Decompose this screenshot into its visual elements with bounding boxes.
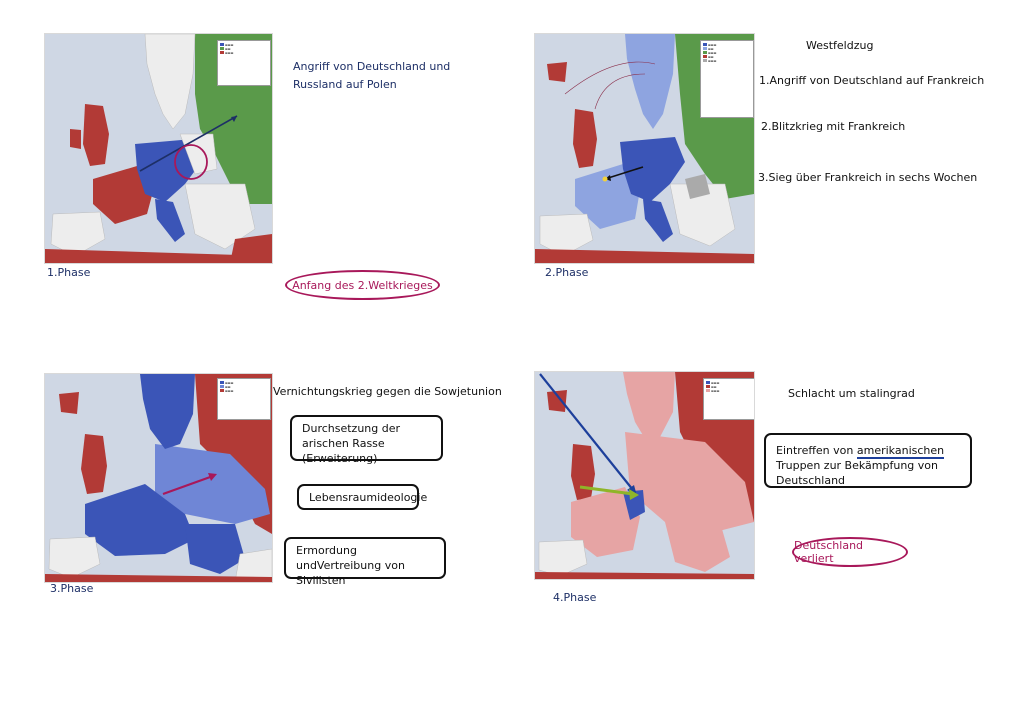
map-legend: ▬▬▬ ▬▬ ▬▬▬ — [217, 378, 271, 420]
map-legend: ▬▬▬ ▬▬ ▬▬▬ ▬▬ ▬▬▬ — [700, 40, 754, 118]
phase-2-title: Westfeldzug — [806, 39, 874, 52]
phase-1-description: Angriff von Deutschland und Russland auf Polen — [293, 60, 451, 91]
phase-2-point-3: 3.Sieg über Frankreich in sechs Wochen — [758, 171, 978, 184]
phase-3-box-2 — [297, 484, 428, 510]
phase-3-box-1-text: Durchsetzung der arischen Rasse (Erweiterung) — [302, 422, 401, 465]
phase-3-title: Vernichtungskrieg gegen die Sowjetunion — [273, 385, 502, 398]
map-phase-1 — [44, 33, 273, 264]
map-legend: ▬▬▬ ▬▬ ▬▬▬ — [703, 378, 755, 420]
phase-1-highlight — [285, 270, 440, 300]
phase-4-box-underlined: amerikanischen — [856, 444, 945, 457]
phase-1-label: 1.Phase — [47, 266, 91, 279]
map-phase-3 — [44, 373, 273, 583]
phase-4-title: Schlacht um stalingrad — [788, 387, 915, 400]
phase-4-box-prefix: Eintreffen von — [776, 444, 857, 457]
phase-3-box-3-text: Ermordung undVertreibung von Sivilisten — [296, 544, 405, 587]
phase-4-box-suffix: Truppen zur Bekämpfung von Deutschland — [776, 459, 938, 487]
phase-2-point-1: 1.Angriff von Deutschland auf Frankreich — [759, 74, 985, 87]
phase-4-highlight — [792, 537, 908, 567]
phase-4-label: 4.Phase — [553, 591, 597, 604]
map-legend: ▬▬▬ ▬▬ ▬▬▬ — [217, 40, 271, 86]
phase-3-label: 3.Phase — [50, 582, 94, 595]
phase-4-highlight-text: Deutschland verliert — [794, 539, 864, 565]
phase-4-box — [764, 433, 972, 488]
phase-3-box-3 — [284, 537, 446, 587]
phase-2-point-2: 2.Blitzkrieg mit Frankreich — [761, 120, 906, 133]
map-phase-4 — [534, 371, 755, 580]
phase-1-highlight-text: Anfang des 2.Weltkrieges — [292, 278, 433, 292]
phase-2-label: 2.Phase — [545, 266, 589, 279]
phase-3-box-2-text: Lebensraumideologie — [309, 491, 428, 504]
phase-3-box-1 — [290, 415, 443, 465]
map-phase-2 — [534, 33, 755, 264]
